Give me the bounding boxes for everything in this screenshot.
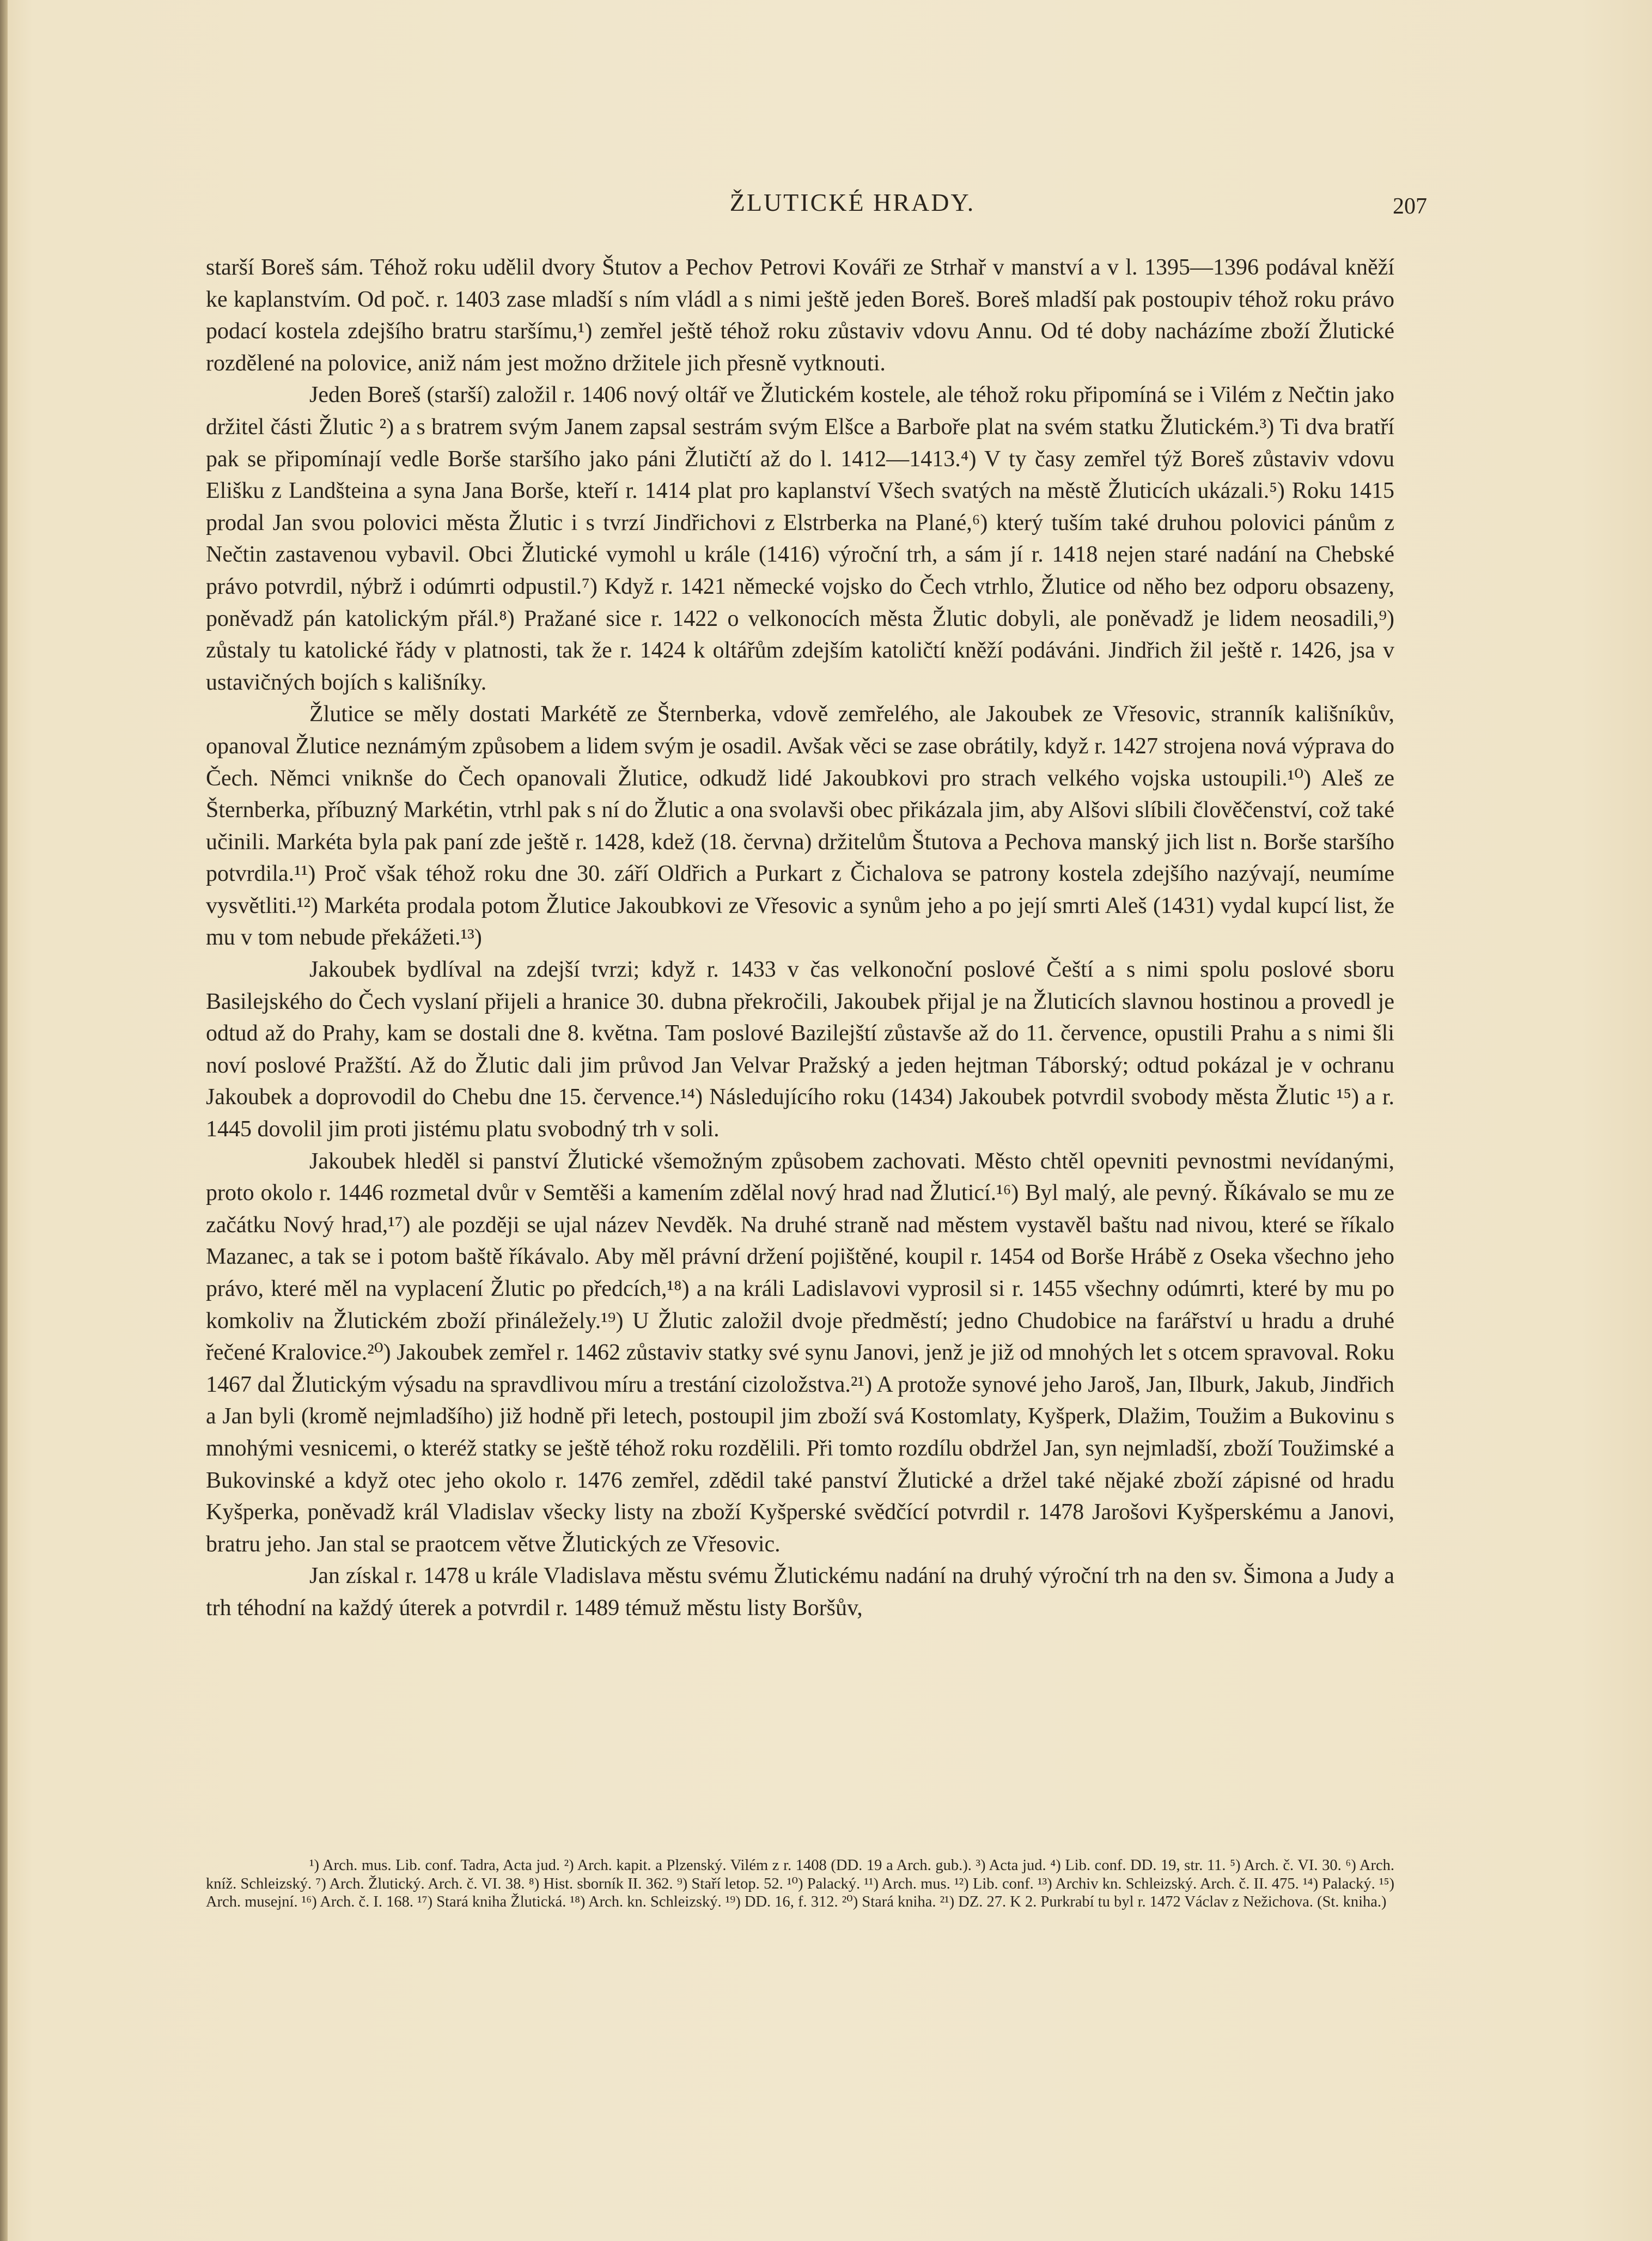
paragraph-1: starší Boreš sám. Téhož roku udělil dvory Štutov a Pechov Petrovi Kováři ze Strhař v manství a v l. 1395—1396 podával kněží ke kaplanstvím. Od poč. r. 1403 zase mladší s ním vládl a s nimi ještě jeden Boreš. Boreš mladší pak postoupiv téhož roku právo podací kostela zdejšího bratru staršímu,¹) zemřel ještě téhož roku zůstaviv vdovu Annu. Od té doby nacházíme zboží Žlutické rozdělené na polovice, aniž nám jest možno držitele jich přesně vytknouti. [206, 255, 1394, 376]
page-number: 207 [1393, 194, 1427, 219]
paragraph-5: Jakoubek hleděl si panství Žlutické všemožným způsobem zachovati. Město chtěl opevniti pevnostmi nevídanými, proto okolo r. 1446 rozmetal dvůr v Semtěši a kamením zdělal nový hrad nad Žluticí.¹⁶) Byl malý, ale pevný. Říkávalo se mu ze začátku Nový hrad,¹⁷) ale později se ujal název Nevděk. Na druhé straně nad městem vystavěl baštu nad nivou, které se říkalo Mazanec, a tak se i potom baště říkávalo. Aby měl právní držení pojištěné, koupil r. 1454 od Borše Hrábě z Oseka všechno jeho právo, které měl na vyplacení Žlutic po předcích,¹⁸) a na králi Ladislavovi vyprosil si r. 1455 všechny odúmrti, které by mu po komkoliv na Žlutickém zboží přináležely.¹⁹) U Žlutic založil dvoje předměstí; jedno Chudobice na farářství u hradu a druhé řečené Kralovice.²⁰) Jakoubek zemřel r. 1462 zůstaviv statky své synu Janovi, jenž je již od mnohých let s otcem spravoval. Roku 1467 dal Žlutickým výsadu na spravdlivou míru a trestání cizoložstva.²¹) A protože synové jeho Jaroš, Jan, Ilburk, Jakub, Jindřich a Jan byli (kromě nejmladšího) již hodně při letech, postoupil jim zboží svá Kostomlaty, Kyšperk, Dlažim, Toužim a Bukovinu s mnohými vesnicemi, o kteréž statky se ještě téhož roku rozdělili. Při tomto rozdílu obdržel Jan, syn nejmladší, zboží Toužimské a Bukovinské a když otec jeho okolo r. 1476 zemřel, zdědil také panství Žlutické a držel také nějaké zboží zápisné od hradu Kyšperka, poněvadž král Vladislav všecky listy na zboží Kyšperské svědčící potvrdil r. 1478 Jarošovi Kyšperskému a Janovi, bratru jeho. Jan stal se praotcem větve Žlutických ze Vřesovic. [206, 1148, 1394, 1557]
paragraph-6: Jan získal r. 1478 u krále Vladislava městu svému Žlutickému nadání na druhý výroční trh na den sv. Šimona a Judy a trh téhodní na každý úterek a potvrdil r. 1489 témuž městu listy Boršův, [206, 1563, 1394, 1621]
paragraph-2: Jeden Boreš (starší) založil r. 1406 nový oltář ve Žlutickém kostele, ale téhož roku připomíná se i Vilém z Nečtin jako držitel části Žlutic ²) a s bratrem svým Janem zapsal sestrám svým Elšce a Barboře plat na svém statku Žlutickém.³) Ti dva bratří pak se připomínají vedle Borše staršího jako páni Žlutičtí až do l. 1412—1413.⁴) V ty časy zemřel týž Boreš zůstaviv vdovu Elišku z Landšteina a syna Jana Borše, kteří r. 1414 plat pro kaplanství Všech svatých na městě Žluticích ukázali.⁵) Roku 1415 prodal Jan svou polovici města Žlutic i s tvrzí Jindřichovi z Elstrberka na Plané,⁶) který tuším také druhou polovici pánům z Nečtin zastavenou vybavil. Obci Žlutické vymohl u krále (1416) výroční trh, a sám jí r. 1418 nejen staré nadání na Chebské právo potvrdil, nýbrž i odúmrti odpustil.⁷) Když r. 1421 německé vojsko do Čech vtrhlo, Žlutice od něho bez odporu obsazeny, poněvadž pán katolickým přál.⁸) Pražané sice r. 1422 o velkonocích města Žlutic dobyli, ale poněvadž je lidem neosadili,⁹) zůstaly tu katolické řády v platnosti, tak že r. 1424 k oltářům zdejším katoličtí kněží podáváni. Jindřich žil ještě r. 1426, jsa v ustavičných bojích s kališníky. [206, 382, 1394, 695]
footnotes [206, 1856, 1394, 1911]
paragraph-3: Žlutice se měly dostati Markétě ze Šternberka, vdově zemřelého, ale Jakoubek ze Vřesovic, stranník kališníkův, opanoval Žlutice neznámým způsobem a lidem svým je osadil. Avšak věci se zase obrátily, když r. 1427 strojena nová výprava do Čech. Němci vniknše do Čech opanovali Žlutice, odkudž lidé Jakoubkovi pro strach velkého vojska ustoupili.¹⁰) Aleš ze Šternberka, příbuzný Markétin, vtrhl pak s ní do Žlutic a ona svolavši obec přikázala jim, aby Alšovi slíbili člověčenství, což také učinili. Markéta byla pak paní zde ještě r. 1428, kdež (18. června) držitelům Štutova a Pechova manský jich list n. Borše staršího potvrdila.¹¹) Proč však téhož roku dne 30. září Oldřich a Purkart z Čichalova se patrony kostela zdejšího nazývají, neumíme vysvětliti.¹²) Markéta prodala potom Žlutice Jakoubkovi ze Vřesovic a synům jeho a po její smrti Aleš (1431) vydal kupcí list, že mu v tom nebude překážeti.¹³) [206, 702, 1394, 951]
running-title: ŽLUTICKÉ HRADY. [729, 188, 976, 216]
paragraph-4: Jakoubek bydlíval na zdejší tvrzi; když r. 1433 v čas velkonoční poslové Čeští a s nimi spolu poslové sboru Basilejského do Čech vyslaní přijeli a hranice 30. dubna překročili, Jakoubek přijal je na Žluticích slavnou hostinou a provedl je odtud až do Prahy, kam se dostali dne 8. května. Tam poslové Bazilejští zůstavše až do 11. července, opustili Prahu a s nimi šli noví poslové Pražští. Až do Žlutic dali jim průvod Jan Velvar Pražský a jeden hejtman Táborský; odtud pokázal je v ochranu Jakoubek a doprovodil do Chebu dne 15. července.¹⁴) Následujícího roku (1434) Jakoubek potvrdil svobody města Žlutic ¹⁵) a r. 1445 dovolil jim proti jistému platu svobodný trh v soli. [206, 957, 1394, 1142]
body-text [206, 252, 1394, 1624]
footnote-text: ¹) Arch. mus. Lib. conf. Tadra, Acta jud. ²) Arch. kapit. a Plzenský. Vilém z r. 1408 (DD. 19 a Arch. gub.). ³) Acta jud. ⁴) Lib. conf. DD. 19, str. 11. ⁵) Arch. č. VI. 30. ⁶) Arch. kníž. Schleizský. ⁷) Arch. Žlutický. Arch. č. VI. 38. ⁸) Hist. sborník II. 362. ⁹) Staří letop. 52. ¹⁰) Palacký. ¹¹) Arch. mus. ¹²) Lib. conf. ¹³) Archiv kn. Schleizský. Arch. č. II. 475. ¹⁴) Palacký. ¹⁵) Arch. musejní. ¹⁶) Arch. č. I. 168. ¹⁷) Stará kniha Žlutická. ¹⁸) Arch. kn. Schleizský. ¹⁹) DD. 16, f. 312. ²⁰) Stará kniha. ²¹) DZ. 27. K 2. Purkrabí tu byl r. 1472 Václav z Nežichova. (St. kniha.) [206, 1857, 1394, 1910]
binding-edge [0, 0, 8, 2241]
page-header [294, 188, 1427, 221]
